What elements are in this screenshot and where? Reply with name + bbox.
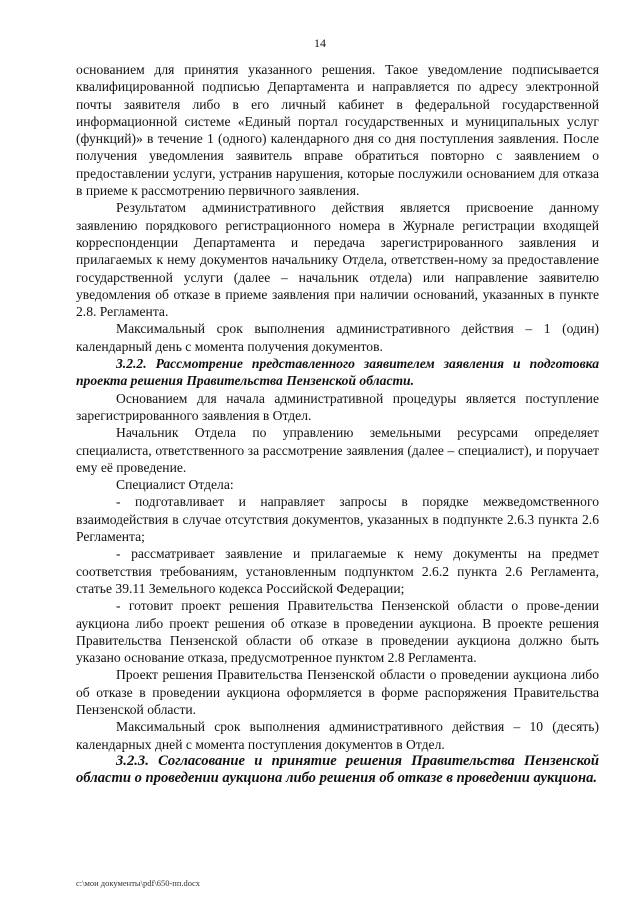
footer-file-path: c:\мои документы\pdf\650-пп.docx [76, 878, 201, 888]
paragraph-continuation: основанием для принятия указанного решения. Такое уведомление подписывается квалифицированной подписью Департамента и направляется по адресу электронной почты заявителя либо в его личный кабинет в федеральной государственной информационной системе «Единый портал государственных и муниципальных услуг (функций)» в течение 1 (одного) календарного дня со дня поступления заявления. После получения уведомления заявитель вправе обратиться повторно с заявлением о предоставлении услуги, устранив нарушения, которые послужили основанием для отказа в приеме к рассмотрению первичного заявления. [76, 62, 599, 199]
list-item-draft: - готовит проект решения Правительства Пензенской области о прове-дении аукциона либо проект решения об отказе в проведении аукциона. В проекте решения Правительства Пензенской области об отказе в проведении аукциона должно быть указано основание отказа, предусмотренное пунктом 2.8 Регламента. [76, 598, 599, 666]
list-item-requests: - подготавливает и направляет запросы в порядке межведомственного взаимодействия в случае отсутствия документов, указанных в подпункте 2.6.3 пункта 2.6 Регламента; [76, 494, 599, 545]
paragraph-result: Результатом административного действия является присвоение данному заявлению порядкового регистрационного номера в Журнале регистрации входящей корреспонденции Департамента и передача зарегистрированного заявления и прилагаемых к нему документов начальнику Отдела, ответствен-ному за предоставление государственной услуги (далее – начальник отдела) или направление заявителю уведомления об отказе в приеме заявления при наличии оснований, указанных в пункте 2.8. Регламента. [76, 200, 599, 320]
list-item-review: - рассматривает заявление и прилагаемые к нему документы на предмет соответствия требованиям, установленным подпунктом 2.6.2 пункта 2.6 Регламента, статье 39.11 Земельного кодекса Российской Федерации; [76, 546, 599, 596]
paragraph-head-assigns: Начальник Отдела по управлению земельными ресурсами определяет специалиста, ответственного за рассмотрение заявления (далее – специалист), и поручает ему её проведение. [76, 425, 599, 475]
section-heading-3-2-3: 3.2.3. Согласование и принятие решения Правительства Пензенской области о проведении аукциона либо решения об отказе в проведении аукциона. [76, 752, 599, 787]
paragraph-specialist: Специалист Отдела: [116, 477, 234, 493]
paragraph-deadline-2: Максимальный срок выполнения административного действия – 10 (десять) календарных дней с момента поступления документов в Отдел. [76, 719, 599, 752]
paragraph-draft-form: Проект решения Правительства Пензенской области о проведении аукциона либо об отказе в проведении аукциона оформляется в форме распоряжения Правительства Пензенской области. [76, 667, 599, 717]
paragraph-deadline-1: Максимальный срок выполнения административного действия – 1 (один) календарный день с момента получения документов. [76, 321, 599, 354]
section-heading-3-2-2: 3.2.2. Рассмотрение представленного заявителем заявления и подготовка проекта решения Правительства Пензенской области. [76, 356, 599, 389]
paragraph-basis: Основанием для начала административной процедуры является поступление зарегистрированного заявления в Отдел. [76, 390, 599, 423]
document-body [76, 61, 599, 788]
page-number: 14 [314, 36, 326, 50]
